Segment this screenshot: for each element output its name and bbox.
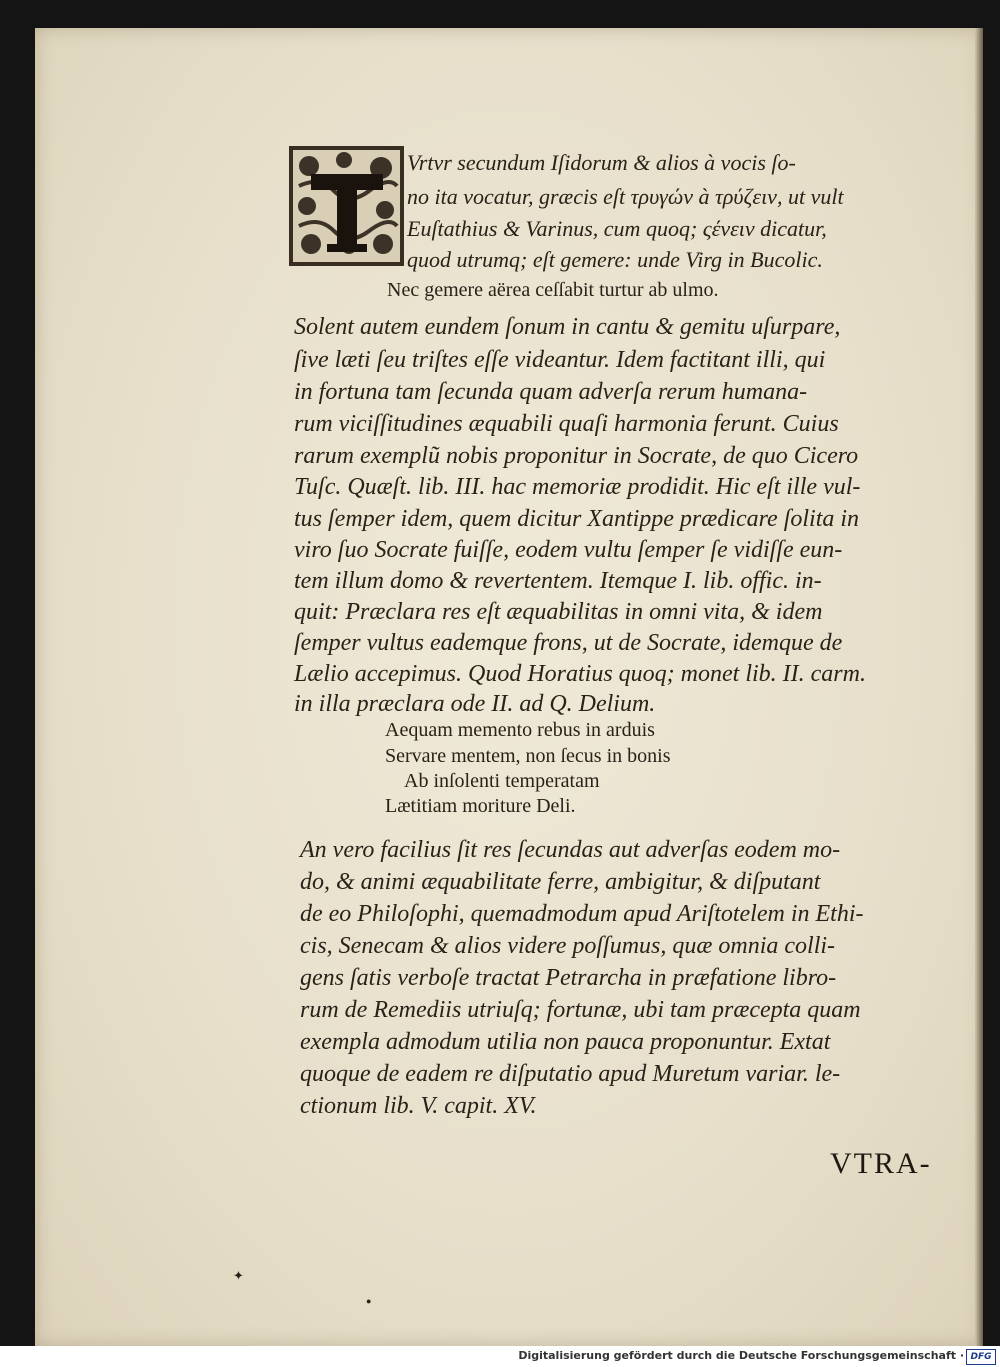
- text-line: Solent autem eundem ſonum in cantu & gemitu uſurpare,: [294, 314, 841, 340]
- text-line: quod utrumq; eſt gemere: unde Virg in Bucolic.: [407, 247, 823, 272]
- text-line: tus ſemper idem, quem dicitur Xantippe prædicare ſolita in: [294, 506, 860, 532]
- verse-line: Servare mentem, non ſecus in bonis: [385, 745, 671, 767]
- text-line: quoque de eadem re diſputatio apud Muretum variar. le-: [300, 1061, 841, 1087]
- text-line: de eo Philoſophi, quemadmodum apud Ariſtotelem in Ethi-: [300, 901, 864, 927]
- text-line: no ita vocatur, græcis eſt τρυγών à τρύζειν, ut vult: [407, 184, 844, 209]
- text-line: tem illum domo & revertentem. Itemque I. lib. offic. in-: [294, 568, 822, 594]
- text-line: do, & animi æquabilitate ferre, ambigitur, & diſputant: [300, 869, 821, 895]
- text-line: cis, Senecam & alios videre poſſumus, quæ omnia colli-: [300, 933, 836, 959]
- text-line: in fortuna tam ſecunda quam adverſa rerum humana-: [294, 379, 808, 405]
- text-line: An vero facilius ſit res ſecundas aut adverſas eodem mo-: [300, 837, 841, 863]
- ink-speck: ✦: [233, 1268, 244, 1283]
- text-line: ſive læti ſeu triſtes eſſe videantur. Idem factitant illi, qui: [294, 347, 826, 373]
- text-line: Vrtvr secundum Iſidorum & alios à vocis ſo-: [407, 150, 796, 175]
- text-line: rum de Remediis utriuſq; fortunæ, ubi tam præcepta quam: [300, 997, 861, 1023]
- catchword: VTRA-: [830, 1147, 932, 1180]
- text-line: in illa præclara ode II. ad Q. Delium.: [294, 691, 656, 717]
- ink-speck: ●: [366, 1296, 372, 1306]
- text-line: ſemper vultus eademque frons, ut de Socrate, idemque de: [294, 630, 843, 656]
- text-line: ctionum lib. V. capit. XV.: [300, 1093, 537, 1119]
- text-line: viro ſuo Socrate fuiſſe, eodem vultu ſemper ſe vidiſſe eun-: [294, 537, 843, 563]
- verse-line: Lætitiam moriture Deli.: [385, 795, 576, 817]
- page-gutter: [975, 28, 983, 1346]
- text-line: Tuſc. Quæſt. lib. III. hac memoriæ prodidit. Hic eſt ille vul-: [294, 474, 861, 500]
- text-line: exempla admodum utilia non pauca proponuntur. Extat: [300, 1029, 831, 1055]
- verse-line: Nec gemere aërea ceſſabit turtur ab ulmo.: [387, 279, 719, 301]
- verse-line: Ab inſolenti temperatam: [404, 770, 600, 792]
- text-line: rum viciſſitudines æquabili quaſi harmonia ferunt. Cuius: [294, 411, 839, 437]
- digitization-footer: [0, 1346, 1000, 1367]
- decorated-initial-t: [289, 146, 404, 266]
- text-line: quit: Præclara res eſt æquabilitas in omni vita, & idem: [294, 599, 823, 625]
- text-line: rarum exemplũ nobis proponitur in Socrate, de quo Cicero: [294, 443, 859, 469]
- dfg-logo-icon: DFG: [966, 1349, 996, 1365]
- text-line: gens ſatis verboſe tractat Petrarcha in præfatione libro-: [300, 965, 837, 991]
- text-line: Euſtathius & Varinus, cum quoq; ςένειν dicatur,: [407, 216, 827, 241]
- text-line: Lælio accepimus. Quod Horatius quoq; monet lib. II. carm.: [294, 661, 866, 687]
- funding-credit: Digitalisierung gefördert durch die Deutsche Forschungsgemeinschaft ·: [518, 1349, 964, 1362]
- verse-line: Aequam memento rebus in arduis: [385, 719, 655, 741]
